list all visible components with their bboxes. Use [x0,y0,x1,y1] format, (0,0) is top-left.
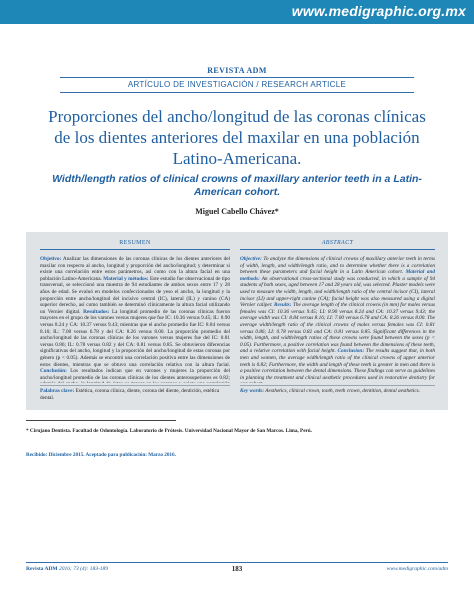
abstract-label-results: Results: [273,302,292,309]
resumen-keywords [40,388,230,401]
resumen-label-material: Material y métodos: [103,275,149,282]
article-subtitle: Width/length ratios of clinical crowns of maxillary anterior teeth in a Latin-American cohort. [52,173,422,198]
site-url[interactable]: www.medigraphic.org.mx [291,3,466,19]
footnote-rule [26,420,176,421]
resumen-heading: RESUMEN [40,240,230,250]
header-rule-top [60,77,414,78]
header-rule-bottom [60,92,414,93]
abstract-heading: ABSTRACT [240,240,435,250]
resumen-text-conclusion: Los resultados indican que en varones y mujeres la proporción del ancho/longitud promedio de las coronas clínicas de los dientes anterosuperiores es 0.82; [40,368,230,381]
abstract-text-conclusion: The results suggest that, in both men and women, the average width/length ratio of the clinical crowns of upper anterior teeth is 0.82; Furthermore, the width and length of these teeth is greater in men and there is a positive correlation between the dental dimensions. These findings can serve as guidelines in planning the treatment and clinical aesthetic procedures used in restorative dentistry for [240,348,435,381]
top-banner [0,0,474,24]
abstract-keywords [240,388,435,395]
resumen-text-resultados: La longitud promedio de las coronas clínicas fueron mayores en el grupo de los varones versus mujeres que fue IC: 10.36 versus 9.45; IL: 8.90 versus 8.24 y CA: 10.37 versus 9.43; mientras que el ancho promedio fue IC: 8.84 versus 8.16; IL: 7.00 versus 6.78 y del CA: 8.26 versus 8.00. La proporción promedio del ancho/longitud de las coronas clínicas de los varones versus mujeres fue del IC: 0.81 versus 0.86; IL: 0.78 versus 0.82 y del CA: 0.81 versus 0.85. Se obtuvieron diferencias significativas del ancho, longitud y la proporción del ancho/longitud de estas coronas por género (p < 0.05). Además se encontró una correlación positiva entre las dimensiones de estos dientes, mientras que se obtuvo una correlación relativa con la altura facial. [40,308,230,368]
resumen-label-resultados: Resultados: [83,308,110,315]
abstract-label-objective: Objective: [240,256,262,262]
abstract-label-conclusion: Conclusion: [337,348,365,355]
abstract-keywords-text: Aesthetics, clinical crown, tooth, teeth crown, dentition, dental aesthetics. [264,388,421,394]
footer-citation-details: 2016; 73 (4): 183-189 [57,566,109,572]
resumen-keywords-text: Estética, corona clínica, diente, corona del diente, dentición, estética dental. [40,388,220,401]
footer-journal: Revista ADM [26,566,58,572]
page-number: 183 [231,565,243,573]
abstract-text-objective: To analyze the dimensions of clinical crowns of maxillary anterior teeth in terms of width, length, and width/length ratio, and to determine whether there is a correlation between these parameters and facial height in a Latin American cohort. [240,256,435,276]
resumen-label-objetivo: Objetivo: [40,256,62,262]
abstract-body [240,256,435,383]
resumen-keywords-label: Palabras clave: [40,388,75,394]
resumen-text-material: Este estudio fue observacional de tipo transversal, se seleccionó una muestra de 94 estudiantes de ambos sexos entre 17 y 28 años de edad. Se evaluó en modelos confeccionados de yeso el ancho, la longitud y la proporción entre ancho/longitud del incisivo central (IC), lateral (IL) y canino (CA) superior derecho, así como también se determinó clínicamente la altura facial utilizando un Vernier digital. [40,275,230,315]
section-label: ARTÍCULO DE INVESTIGACIÓN / RESEARCH ARTICLE [127,80,347,89]
abstract-text-results: The average length of the clinical crowns (in mm) for males versus females was CI: 10.36 versus 9.45; LI: 8.90 versus 8.24 and CA: 10.37 versus 9.43; the average width was CI: 8.84 versus 8.16; LI: 7.00 versus 6.78 and CA: 8.26 versus 8.00. The average width/length ratio of the clinical crowns of males versus females was CI: 0.81 versus 0.86; LI: 0.78 versus 0.82 and CA: 0.81 versus 0.85. Significant differences in the width, length, and width/length ratios of these crowns were found between the sexes (p < 0.05). Furthermore, a positive correlation was found between the dimensions of these teeth, and a relative correlation with facial height. [240,302,435,355]
received-dates: Recibido: Diciembre 2015. Aceptado para publicación: Marzo 2016. [26,452,176,458]
abstract-label-material: Material and methods: [240,269,435,282]
article-title: Proporciones del ancho/longitud de las coronas clínicas de los dientes anteriores del maxilar en una población Latino-Americana. [48,107,426,168]
abstract-text-material: An observational cross-sectional study was conducted, in which a sample of 94 students of both sexes, aged between 17 and 28 years old, was selected. Plaster models were used to measure the width, length, and width/length ratio of the central incisor (CI), lateral incisor (LI) and upper-right canine (CA); facial height was also measured using a digital Vernier caliper. [240,275,435,309]
footer-site-link[interactable]: www.medigraphic.com/adm [386,566,448,572]
author-name: Miguel Cabello Chávez* [195,207,279,216]
footer-rule [26,562,448,563]
abstract-keywords-label: Key words: [240,388,265,394]
resumen-keywords-divider [40,385,230,386]
resumen-body [40,256,230,383]
resumen-label-conclusion: Conclusión: [40,368,67,375]
journal-name: REVISTA ADM [207,66,267,75]
abstract-keywords-divider [240,385,435,386]
author-affiliation: * Cirujano Dentista. Facultad de Odontología. Laboratorio de Prótesis. Universidad Nacional Mayor de San Marcos. Lima, Perú. [26,428,312,434]
resumen-text-objetivo: Analizar las dimensiones de las coronas clínicas de los dientes anteriores del maxilar con respecto al ancho, longitud y proporción del ancho/longitud; y determinar si existe una correlación entre estos parámetros, así como con la altura facial en una población Latino-Americana. [40,256,230,282]
